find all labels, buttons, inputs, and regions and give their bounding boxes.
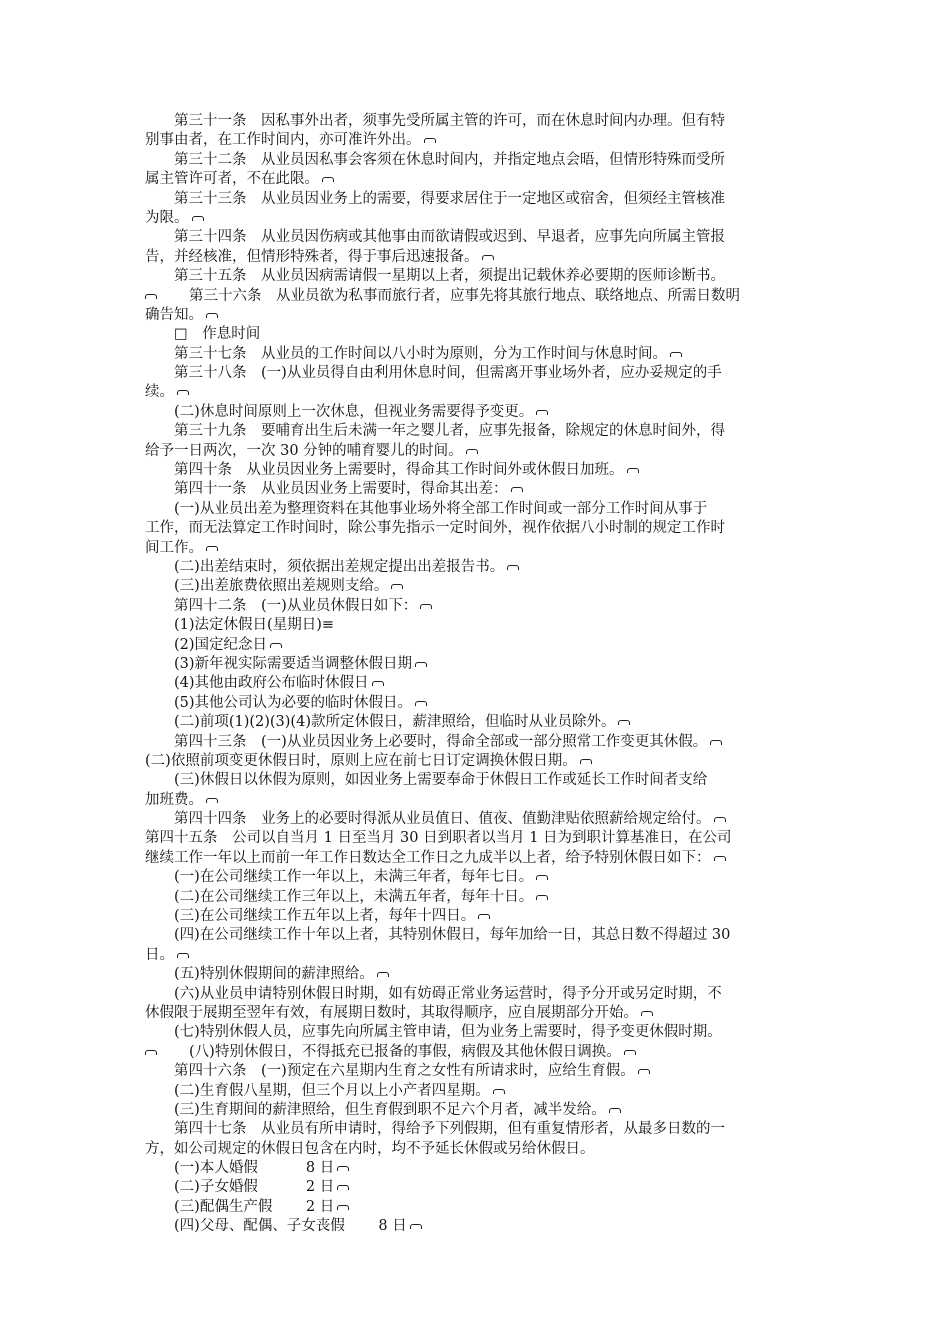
line-text: 工作，而无法算定工作时间时，除公事先指示一定时间外，视作依据八小时制的规定工作时: [145, 520, 725, 537]
text-line: [145, 480, 810, 499]
line-text: (三)休假日以休假为原则，如因业务上需要奉命于休假日工作或延长工作时间者支给: [145, 772, 708, 789]
text-line: [145, 636, 810, 655]
paragraph-mark-icon: [466, 449, 478, 454]
paragraph-mark-icon: [337, 1185, 349, 1190]
line-text: (5)其他公司认为必要的临时休假日。: [145, 694, 413, 711]
text-line: [145, 287, 810, 306]
line-text: 第四十二条 (一)从业员休假日如下：: [145, 597, 418, 614]
line-text: 继续工作一年以上而前一年工作日数达全工作日之九成半以上者，给予特别休假日如下：: [145, 849, 711, 866]
text-line: [145, 267, 810, 286]
line-text: 第三十五条 从业员因病需请假一星期以上者，须提出记载休养必要期的医师诊断书。: [145, 268, 725, 285]
line-text: 日。: [145, 946, 174, 963]
text-line: [145, 674, 810, 693]
text-line: [145, 519, 810, 538]
text-line: [145, 907, 810, 926]
paragraph-mark-icon: [536, 875, 548, 880]
line-text: 为限。: [145, 209, 189, 226]
paragraph-mark-icon: [415, 662, 427, 667]
line-text: □ 作息时间: [145, 326, 261, 343]
paragraph-mark-icon: [377, 972, 389, 977]
text-line: [145, 946, 810, 965]
paragraph-mark-icon: [415, 701, 427, 706]
text-line: [145, 500, 810, 519]
text-line: [145, 829, 810, 848]
paragraph-mark-icon: [618, 720, 630, 725]
paragraph-mark-icon: [624, 1050, 636, 1055]
text-line: [145, 810, 810, 829]
line-text: 续。: [145, 384, 174, 401]
paragraph-mark-icon: [609, 1108, 621, 1113]
paragraph-mark-icon: [145, 1050, 157, 1055]
paragraph-mark-icon: [420, 604, 432, 609]
text-line: [145, 1217, 810, 1236]
paragraph-mark-icon: [337, 1205, 349, 1210]
text-line: [145, 383, 810, 402]
paragraph-mark-icon: [493, 1089, 505, 1094]
paragraph-mark-icon: [536, 410, 548, 415]
line-text: (八)特别休假日，不得抵充已报备的事假，病假及其他休假日调换。: [160, 1043, 621, 1060]
line-text: (二)前项(1)(2)(3)(4)款所定休假日，薪津照给，但临时从业员除外。: [145, 714, 616, 731]
paragraph-mark-icon: [714, 817, 726, 822]
line-text: 第四十三条 (一)从业员因业务上必要时，得命全部或一部分照常工作变更其休假。: [145, 733, 708, 750]
text-line: [145, 713, 810, 732]
paragraph-mark-icon: [391, 584, 403, 589]
text-line: [145, 190, 810, 209]
line-text: 间工作。: [145, 539, 203, 556]
paragraph-mark-icon: [145, 294, 157, 299]
paragraph-mark-icon: [177, 390, 189, 395]
line-text: 第三十七条 从业员的工作时间以八小时为原则，分为工作时间与休息时间。: [145, 345, 667, 362]
text-line: [145, 442, 810, 461]
text-line: [145, 228, 810, 247]
line-text: (二)生育假八星期，但三个月以上小产者四星期。: [145, 1082, 490, 1099]
text-line: [145, 403, 810, 422]
text-line: [145, 1004, 810, 1023]
text-line: [145, 771, 810, 790]
line-text: 第三十三条 从业员因业务上的需要，得要求居住于一定地区或宿舍，但须经主管核准: [145, 190, 725, 207]
text-line: [145, 868, 810, 887]
paragraph-mark-icon: [627, 468, 639, 473]
text-line: [145, 345, 810, 364]
text-line: [145, 112, 810, 131]
line-text: (二)子女婚假 2 日: [145, 1179, 335, 1196]
line-text: (1)法定休假日(星期日)≡: [145, 617, 335, 634]
paragraph-mark-icon: [536, 895, 548, 900]
paragraph-mark-icon: [714, 856, 726, 861]
line-text: 第四十四条 业务上的必要时得派从业员值日、值夜、值勤津贴依照薪给规定给付。: [145, 811, 711, 828]
paragraph-mark-icon: [580, 759, 592, 764]
text-line: [145, 1120, 810, 1139]
line-text: (二)休息时间原则上一次休息，但视业务需要得予变更。: [145, 403, 534, 420]
text-line: [145, 694, 810, 713]
line-text: (二)出差结束时，须依据出差规定提出出差报告书。: [145, 558, 505, 575]
paragraph-mark-icon: [507, 565, 519, 570]
text-line: [145, 655, 810, 674]
text-line: [145, 1140, 810, 1159]
line-text: 给予一日两次，一次 30 分钟的哺育婴儿的时间。: [145, 442, 463, 459]
line-text: (三)配偶生产假 2 日: [145, 1198, 335, 1215]
line-text: (一)本人婚假 8 日: [145, 1160, 335, 1177]
text-line: [145, 1159, 810, 1178]
paragraph-mark-icon: [192, 216, 204, 221]
paragraph-mark-icon: [410, 1224, 422, 1229]
line-text: 休假限于展期至翌年有效，有展期日数时，其取得顺序，应自展期部分开始。: [145, 1004, 638, 1021]
paragraph-mark-icon: [482, 255, 494, 260]
text-line: [145, 1101, 810, 1120]
line-text: 第四十六条 (一)预定在六星期内生育之女性有所请求时，应给生育假。: [145, 1063, 635, 1080]
text-line: [145, 1062, 810, 1081]
paragraph-mark-icon: [270, 643, 282, 648]
paragraph-mark-icon: [337, 1166, 349, 1171]
line-text: 方，如公司规定的休假日包含在内时，均不予延长休假或另给休假日。: [145, 1140, 595, 1157]
text-line: [145, 1023, 810, 1042]
text-line: [145, 926, 810, 945]
text-line: [145, 1178, 810, 1197]
text-line: [145, 791, 810, 810]
line-text: 第三十九条 要哺育出生后未满一年之婴儿者，应事先报备，除规定的休息时间外，得: [145, 423, 725, 440]
paragraph-mark-icon: [424, 138, 436, 143]
line-text: (3)新年视实际需要适当调整休假日期: [145, 655, 413, 672]
text-line: [145, 131, 810, 150]
text-line: [145, 325, 810, 344]
line-text: 第三十二条 从业员因私事会客须在休息时间内，并指定地点会晤，但情形特殊而受所: [145, 151, 725, 168]
text-line: [145, 985, 810, 1004]
text-line: [145, 1082, 810, 1101]
line-text: 第三十八条 (一)从业员得自由利用休息时间，但需离开事业场外者，应办妥规定的手: [145, 365, 722, 382]
text-line: [145, 248, 810, 267]
text-line: [145, 597, 810, 616]
paragraph-mark-icon: [710, 740, 722, 745]
line-text: (四)父母、配偶、子女丧假 8 日: [145, 1218, 407, 1235]
line-text: (五)特别休假期间的薪津照给。: [145, 966, 374, 983]
text-line: [145, 577, 810, 596]
text-line: [145, 461, 810, 480]
text-line: [145, 539, 810, 558]
line-text: (2)国定纪念日: [145, 636, 268, 653]
document-page: [145, 112, 810, 1237]
line-text: 第三十一条 因私事外出者，须事先受所属主管的许可，而在休息时间内办理。但有特: [145, 113, 725, 129]
paragraph-mark-icon: [638, 1069, 650, 1074]
text-line: [145, 170, 810, 189]
line-text: (三)生育期间的薪津照给，但生育假到职不足六个月者，减半发给。: [145, 1101, 606, 1118]
paragraph-mark-icon: [206, 546, 218, 551]
line-text: 第四十条 从业员因业务上需要时，得命其工作时间外或休假日加班。: [145, 462, 624, 479]
text-line: [145, 151, 810, 170]
line-text: 第四十一条 从业员因业务上需要时，得命其出差：: [145, 481, 508, 498]
line-text: (三)出差旅费依照出差规则支给。: [145, 578, 389, 595]
line-text: 告，并经核准，但情形特殊者，得于事后迅速报备。: [145, 248, 479, 265]
text-line: [145, 752, 810, 771]
paragraph-mark-icon: [177, 953, 189, 958]
text-line: [145, 422, 810, 441]
line-text: (二)依照前项变更休假日时，原则上应在前七日订定调换休假日期。: [145, 752, 577, 769]
line-text: 第四十七条 从业员有所申请时，得给予下列假期，但有重复情形者，从最多日数的一: [145, 1121, 725, 1138]
text-line: [145, 616, 810, 635]
line-text: (六)从业员申请特别休假日时期，如有妨碍正常业务运营时，得予分开或另定时期，不: [145, 985, 722, 1002]
line-text: (一)在公司继续工作一年以上，未满三年者，每年七日。: [145, 869, 534, 886]
text-line: [145, 1198, 810, 1217]
line-text: 属主管许可者，不在此限。: [145, 171, 319, 188]
text-line: [145, 558, 810, 577]
text-line: [145, 965, 810, 984]
line-text: (七)特别休假人员，应事先向所属主管申请，但为业务上需要时，得予变更休假时期。: [145, 1024, 722, 1041]
line-text: (四)在公司继续工作十年以上者，其特别休假日，每年加给一日，其总日数不得超过 30: [145, 927, 731, 944]
line-text: (一)从业员出差为整理资料在其他事业场外将全部工作时间或一部分工作时间从事于: [145, 500, 708, 517]
paragraph-mark-icon: [478, 914, 490, 919]
line-text: 加班费。: [145, 791, 203, 808]
text-line: [145, 306, 810, 325]
text-line: [145, 888, 810, 907]
line-text: 第四十五条 公司以自当月 1 日至当月 30 日到职者以当月 1 日为到职计算基准日，在公司: [145, 830, 732, 847]
paragraph-mark-icon: [641, 1011, 653, 1016]
text-line: [145, 209, 810, 228]
paragraph-mark-icon: [511, 487, 523, 492]
line-text: 第三十四条 从业员因伤病或其他事由而欲请假或迟到、早退者，应事先向所属主管报: [145, 229, 725, 246]
text-line: [145, 733, 810, 752]
text-line: [145, 364, 810, 383]
paragraph-mark-icon: [322, 177, 334, 182]
paragraph-mark-icon: [206, 313, 218, 318]
text-line: [145, 849, 810, 868]
line-text: (三)在公司继续工作五年以上者，每年十四日。: [145, 908, 476, 925]
line-text: 确告知。: [145, 306, 203, 323]
text-line: [145, 1043, 810, 1062]
paragraph-mark-icon: [206, 798, 218, 803]
line-text: 别事由者，在工作时间内，亦可准许外出。: [145, 132, 421, 149]
line-text: (4)其他由政府公布临时休假日: [145, 675, 369, 692]
line-text: 第三十六条 从业员欲为私事而旅行者，应事先将其旅行地点、联络地点、所需日数明: [160, 287, 740, 304]
line-text: (二)在公司继续工作三年以上，未满五年者，每年十日。: [145, 888, 534, 905]
paragraph-mark-icon: [372, 681, 384, 686]
paragraph-mark-icon: [670, 352, 682, 357]
